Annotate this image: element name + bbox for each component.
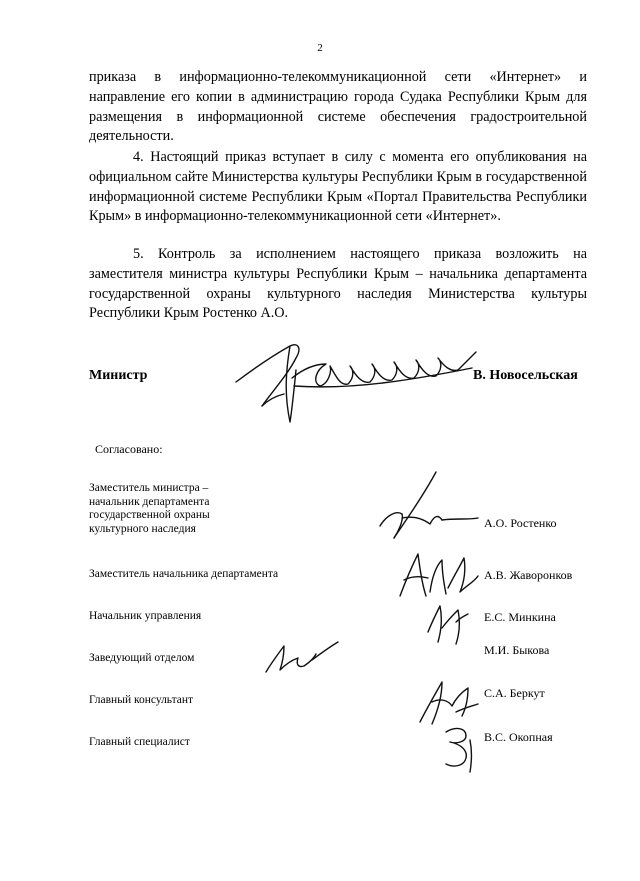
approver-name: А.В. Жаворонков (484, 568, 573, 582)
approver-name: М.И. Быкова (484, 643, 550, 657)
approver-name: В.С. Окопная (484, 730, 553, 744)
minister-title: Министр (89, 368, 148, 383)
signature-minkina (422, 592, 472, 652)
approver-position: Заместитель начальника департамента (89, 568, 279, 580)
approver-name: С.А. Беркут (484, 686, 545, 700)
approver-name: А.О. Ростенко (484, 516, 557, 530)
paragraph-item-5: 5. Контроль за исполнением настоящего приказа возложить на заместителя министра культуры Республики Крым – начальника департамента государственной охраны культурного наследия Министерства культуры Республики Крым Ростенко А.О. (89, 246, 587, 322)
minister-name: В. Новосельская (473, 368, 578, 383)
paragraph-item-4: 4. Настоящий приказ вступает в силу с момента его опубликования на официальном сайте Министерства культуры Республики Крым в государственной информационной системе Республики Крым «Портал Правительства Республики Крым» в информационно-телекоммуникационной сети «Интернет». (89, 149, 587, 225)
approval-heading: Согласовано: (95, 442, 163, 456)
signature-rostenko (372, 458, 482, 558)
approver-position: Заместитель министра – начальник департамента государственной охраны культурного наследия (89, 482, 210, 535)
approver-position: Главный специалист (89, 736, 190, 748)
approver-position: Заведующий отделом (89, 652, 195, 664)
page-number: 2 (317, 42, 323, 54)
approver-position: Главный консультант (89, 694, 194, 706)
approver-position: Начальник управления (89, 610, 202, 622)
signature-bykova (262, 636, 342, 676)
approver-name: Е.С. Минкина (484, 610, 556, 624)
paragraph-continuation: приказа в информационно-телекоммуникационной сети «Интернет» и направление его копии в администрацию города Судака Республики Крым для размещения в информационной системе обеспечения градостроительной деятельности. (89, 69, 587, 145)
signature-okopnaya (436, 720, 486, 780)
minister-signature (232, 330, 482, 430)
